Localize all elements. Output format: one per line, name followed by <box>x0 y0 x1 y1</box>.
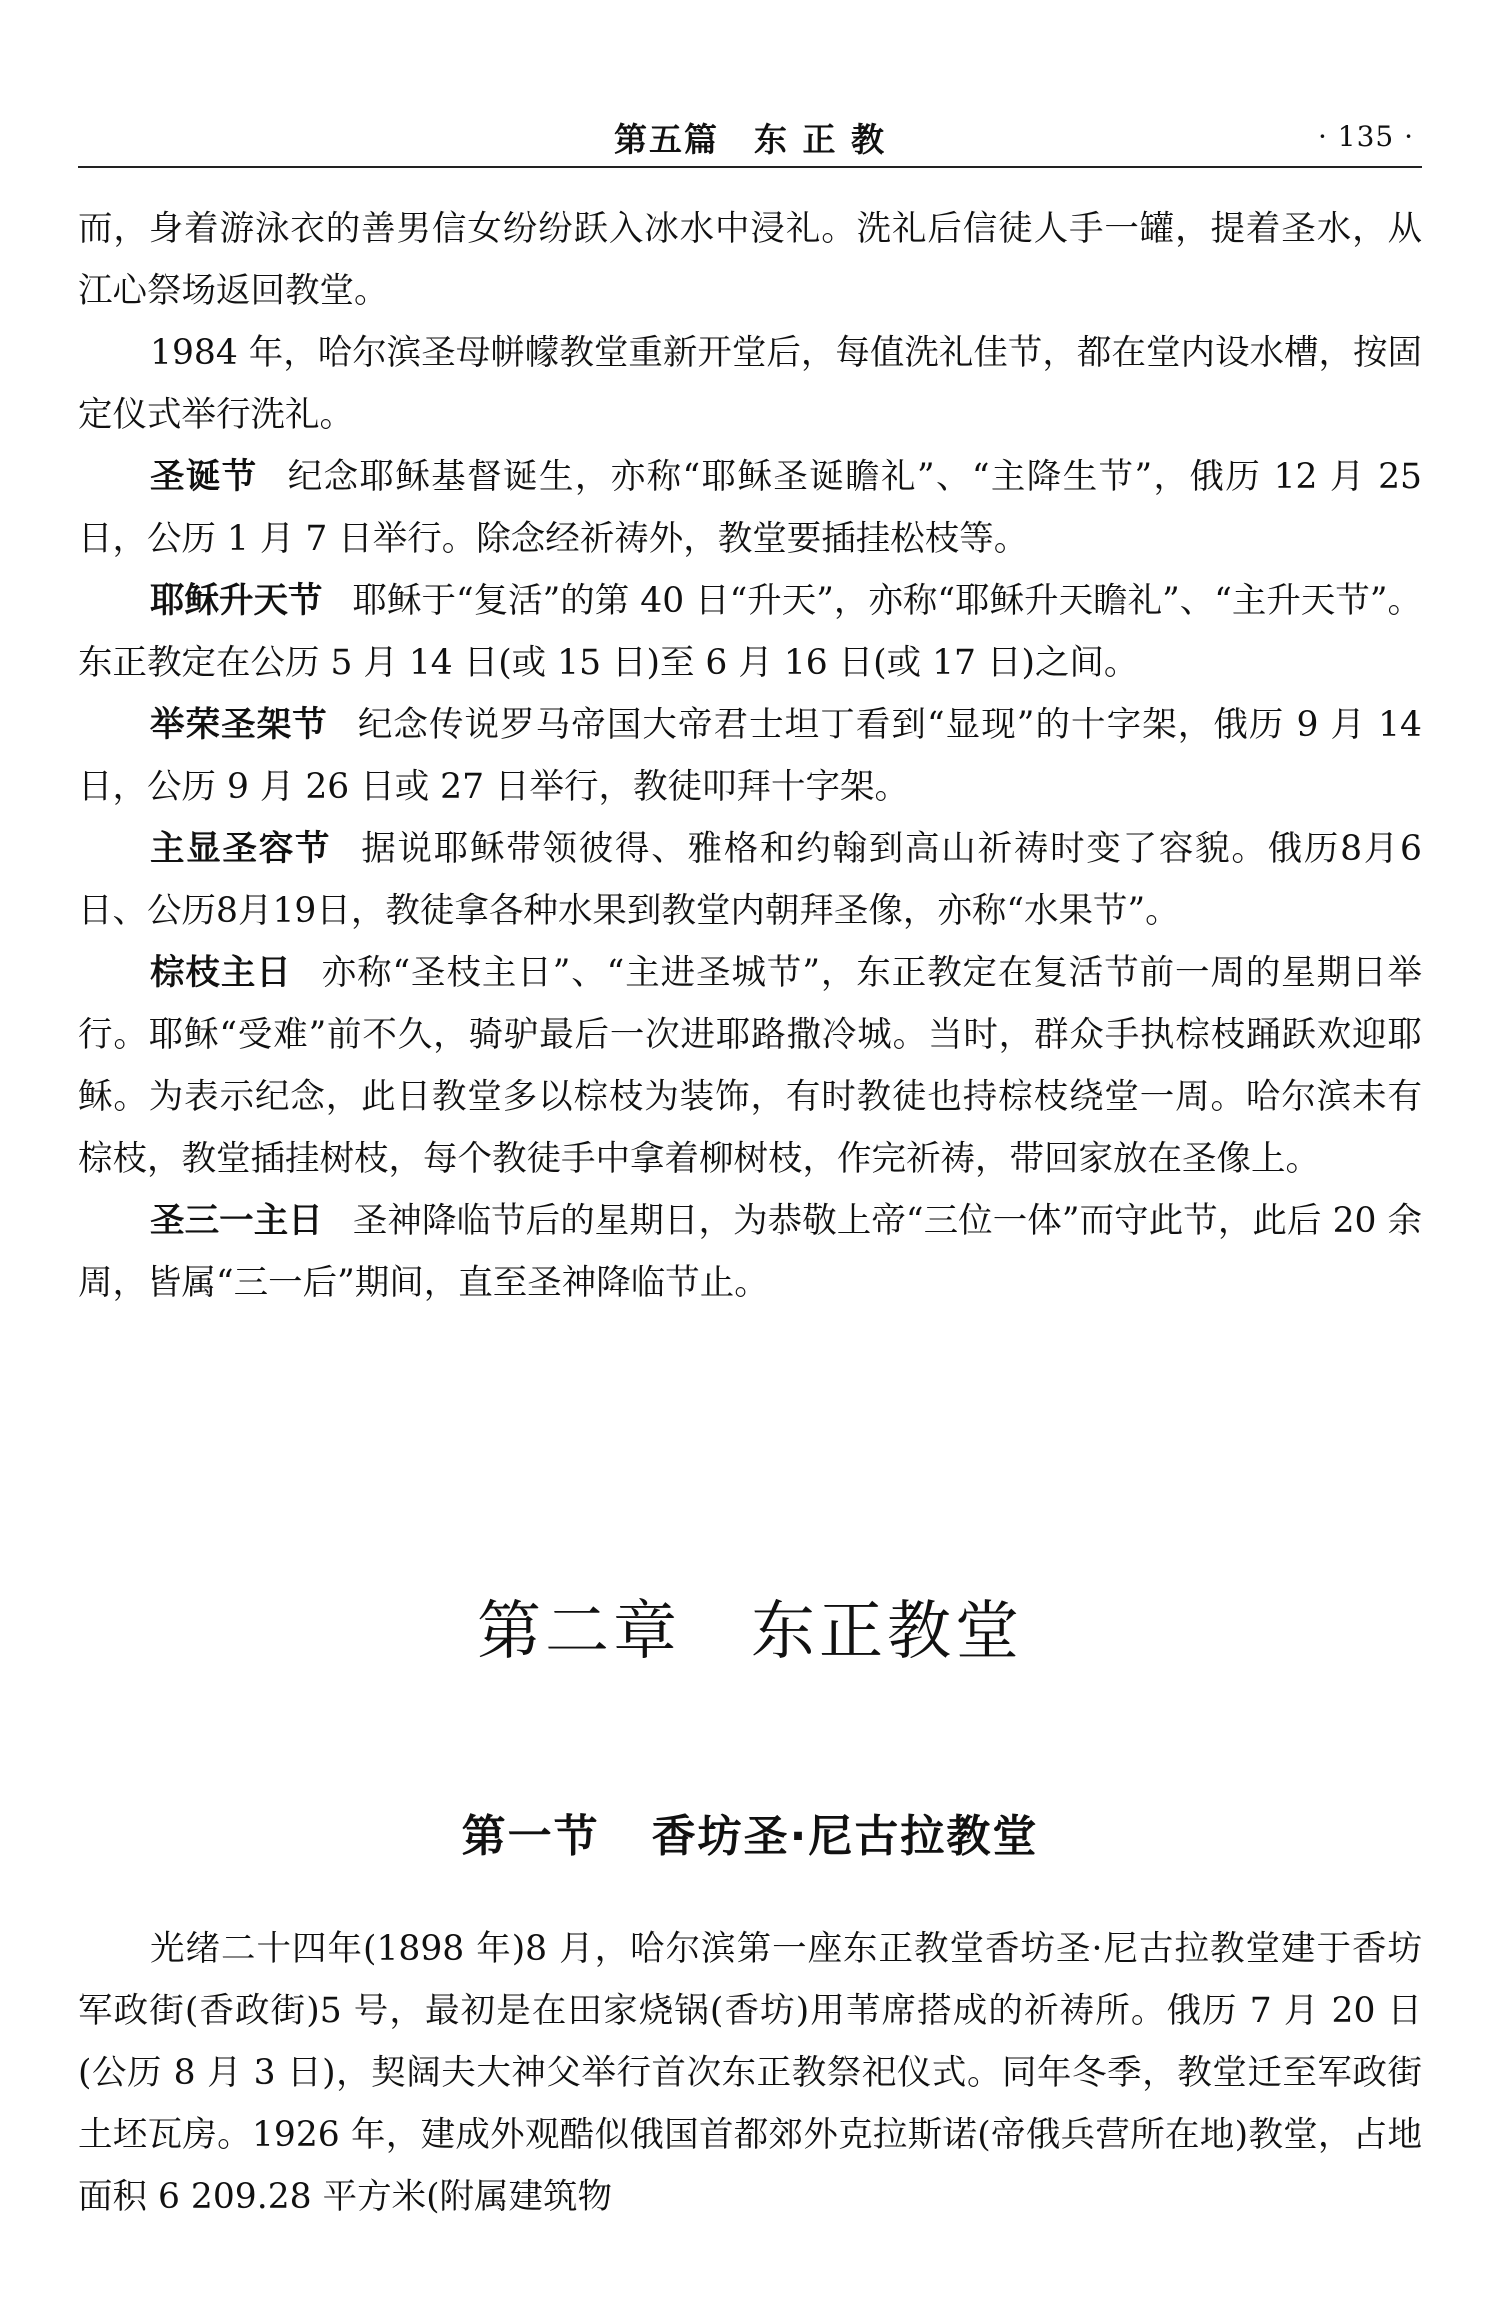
body-text <box>78 198 1422 1314</box>
chapter-title <box>0 1580 1500 1672</box>
paragraph <box>78 1918 1422 2228</box>
page-number: · 135 · <box>1317 120 1414 153</box>
festival-term: 主显圣容节 <box>150 829 332 869</box>
paragraph-text: 圣神降临节后的星期日，为恭敬上帝“三位一体”而守此节，此后 20 余周，皆属“三一后”期间，直至圣神降临节止。 <box>78 1201 1423 1303</box>
paragraph-festival <box>78 694 1422 818</box>
paragraph-text: 纪念传说罗马帝国大帝君士坦丁看到“显现”的十字架，俄历 9 月 14 日，公历 9 月 26 日或 27 日举行，教徒叩拜十字架。 <box>78 705 1422 807</box>
festival-term: 圣诞节 <box>150 457 258 497</box>
section-number: 第一节 <box>461 1811 600 1862</box>
running-title: 第五篇 东 正 教 <box>614 120 886 159</box>
section-name: 香坊圣·尼古拉教堂 <box>651 1811 1039 1862</box>
paragraph-festival <box>78 942 1422 1190</box>
page-header <box>78 100 1422 168</box>
paragraph-continuation <box>78 198 1422 322</box>
festival-term: 耶稣升天节 <box>150 581 323 621</box>
paragraph-festival <box>78 818 1422 942</box>
chapter-name: 东正教堂 <box>751 1595 1023 1669</box>
festival-term: 举荣圣架节 <box>150 705 328 745</box>
paragraph-text: 亦称“圣枝主日”、“主进圣城节”，东正教定在复活节前一周的星期日举行。耶稣“受难”前不久，骑驴最后一次进耶路撒冷城。当时，群众手执棕枝踊跃欢迎耶稣。为表示纪念，此日教堂多以棕枝为装饰，有时教徒也持棕枝绕堂一周。哈尔滨未有棕枝，教堂插挂树枝，每个教徒手中拿着柳树枝，作完祈祷，带回家放在圣像上。 <box>78 953 1423 1179</box>
paragraph-text: 耶稣于“复活”的第 40 日“升天”，亦称“耶稣升天瞻礼”、“主升天节”。东正教定在公历 5 月 14 日(或 15 日)至 6 月 16 日(或 17 日)之间。 <box>78 581 1422 683</box>
paragraph-festival <box>78 570 1422 694</box>
festival-term: 棕枝主日 <box>150 953 292 993</box>
paragraph-festival <box>78 1190 1422 1314</box>
paragraph-text: 据说耶稣带领彼得、雅格和约翰到高山祈祷时变了容貌。俄历8月6日、公历8月19日，教徒拿各种水果到教堂内朝拜圣像，亦称“水果节”。 <box>78 829 1422 931</box>
chapter-number: 第二章 <box>477 1595 681 1669</box>
paragraph <box>78 322 1422 446</box>
section-body-text <box>78 1918 1422 2228</box>
paragraph-text: 1984 年，哈尔滨圣母帡幪教堂重新开堂后，每值洗礼佳节，都在堂内设水槽，按固定仪式举行洗礼。 <box>78 333 1422 435</box>
paragraph-text: 而，身着游泳衣的善男信女纷纷跃入冰水中浸礼。洗礼后信徒人手一罐，提着圣水，从江心祭场返回教堂。 <box>78 209 1422 311</box>
festival-term: 圣三一主日 <box>150 1201 323 1241</box>
section-title <box>0 1800 1500 1864</box>
paragraph-festival <box>78 446 1422 570</box>
paragraph-text: 纪念耶稣基督诞生，亦称“耶稣圣诞瞻礼”、“主降生节”，俄历 12 月 25 日，公历 1 月 7 日举行。除念经祈祷外，教堂要插挂松枝等。 <box>78 457 1422 559</box>
paragraph-text: 光绪二十四年(1898 年)8 月，哈尔滨第一座东正教堂香坊圣·尼古拉教堂建于香坊军政街(香政街)5 号，最初是在田家烧锅(香坊)用苇席搭成的祈祷所。俄历 7 月 20 日(公历 8 月 3 日)，契阔夫大神父举行首次东正教祭祀仪式。同年冬季，教堂迁至军政街土坯瓦房。1926 年，建成外观酷似俄国首都郊外克拉斯诺(帝俄兵营所在地)教堂，占地面积 6 209.28 平方米(附属建筑物 <box>78 1929 1422 2217</box>
